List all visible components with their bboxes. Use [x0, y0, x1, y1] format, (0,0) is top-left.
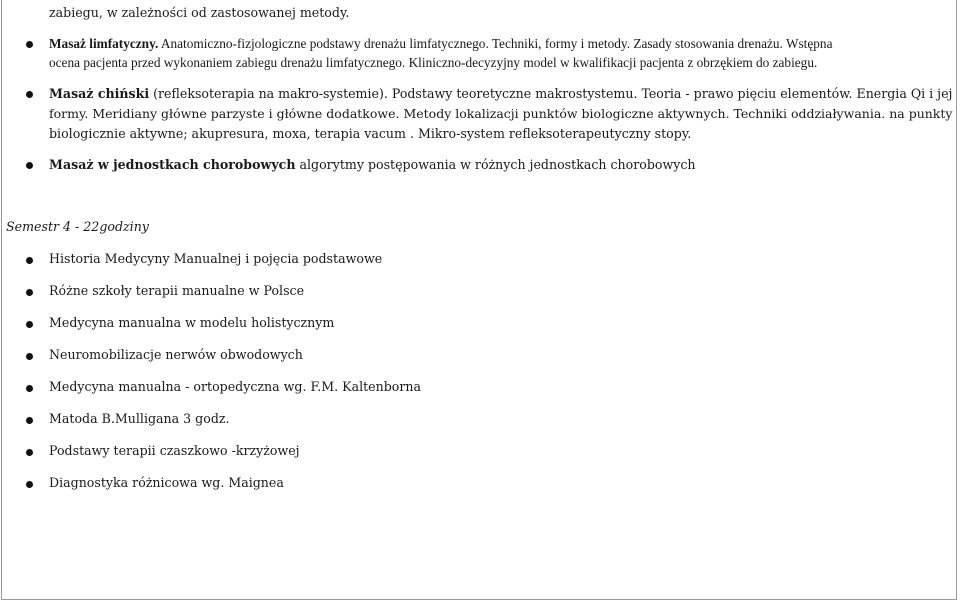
- list-item: Historia Medycyny Manualnej i pojęcia podstawowe: [49, 251, 383, 266]
- chinski-line-3: biologicznie aktywne; akupresura, moxa, terapia vacum . Mikro-system refleksoterapeutyczny stopy.: [49, 126, 692, 141]
- bullet-icon: [26, 353, 33, 360]
- limf-text-1: Anatomiczno-fizjologiczne podstawy drenażu limfatycznego. Techniki, formy i metody. Zasady stosowania drenażu. Wstępna: [158, 36, 833, 51]
- chinski-title: Masaż chiński: [49, 86, 150, 101]
- limf-line-1: [49, 36, 832, 52]
- list-item: Medycyna manualna - ortopedyczna wg. F.M. Kaltenborna: [49, 379, 422, 394]
- bullet-icon: [26, 385, 33, 392]
- limf-line-2: ocena pacjenta przed wykonaniem zabiegu drenażu limfatycznego. Kliniczno-decyzyjny model w kwalifikacji pacjenta z obrzękiem do zabiegu.: [49, 55, 818, 70]
- jednostki-line: [49, 157, 696, 172]
- list-item: Medycyna manualna w modelu holistycznym: [49, 315, 335, 330]
- list-item: Podstawy terapii czaszkowo -krzyżowej: [49, 443, 300, 458]
- bullet-icon: [26, 321, 33, 328]
- bullet-icon: [26, 417, 33, 424]
- bullet-icon: [26, 162, 33, 169]
- bullet-icon: [26, 91, 33, 98]
- bullet-icon: [26, 481, 33, 488]
- semestr-heading: Semestr 4 - 22godziny: [6, 219, 149, 234]
- bullet-icon: [26, 289, 33, 296]
- bullet-icon: [26, 257, 33, 264]
- list-item: Matoda B.Mulligana 3 godz.: [49, 411, 230, 426]
- limf-title: Masaż limfatyczny.: [49, 36, 159, 51]
- jednostki-title: Masaż w jednostkach chorobowych: [49, 157, 296, 172]
- continuation-text: zabiegu, w zależności od zastosowanej metody.: [49, 5, 350, 20]
- list-item: Różne szkoły terapii manualne w Polsce: [49, 283, 305, 298]
- list-item: Diagnostyka różnicowa wg. Maignea: [49, 475, 284, 490]
- chinski-line-1: [49, 86, 952, 101]
- jednostki-text: algorytmy postępowania w różnych jednostkach chorobowych: [295, 157, 696, 172]
- list-item: Neuromobilizacje nerwów obwodowych: [49, 347, 303, 362]
- chinski-line-2: formy. Meridiany główne parzyste i główne dodatkowe. Metody lokalizacji punktów biologiczne aktywnych. Techniki oddziaływania. na punkty: [49, 106, 953, 121]
- bullet-icon: [26, 449, 33, 456]
- chinski-text-1: (refleksoterapia na makro-systemie). Podstawy teoretyczne makrostystemu. Teoria - prawo pięciu elementów. Energia Qi i jej: [149, 86, 953, 101]
- bullet-icon: [26, 41, 33, 48]
